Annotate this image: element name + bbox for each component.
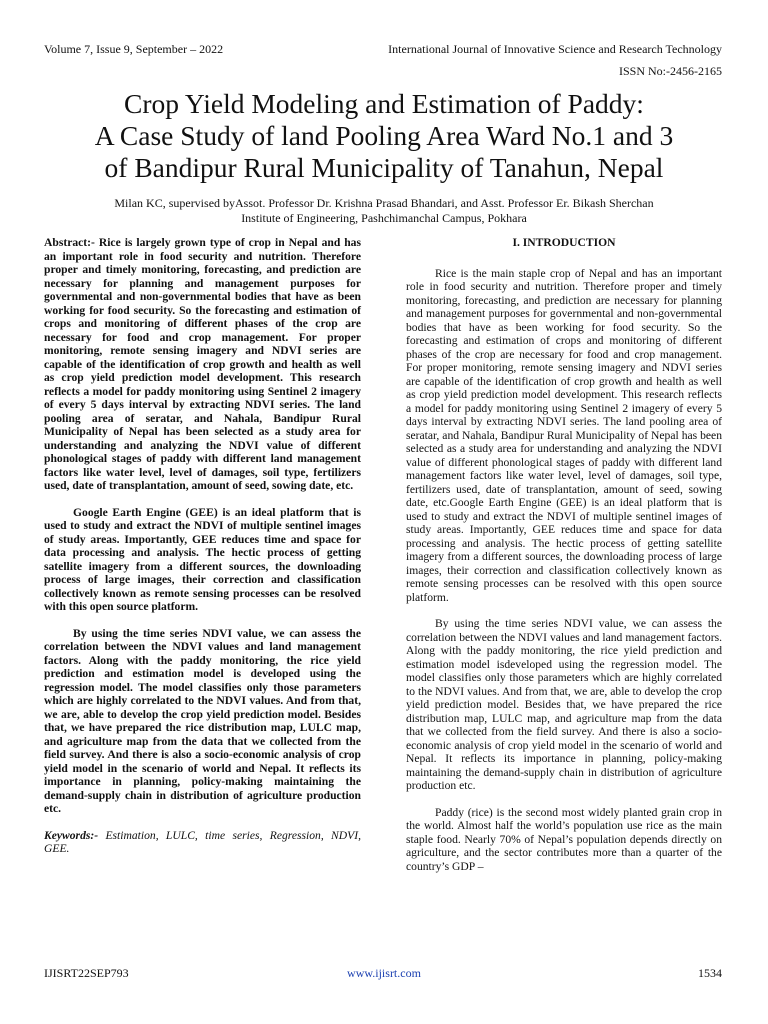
journal-name: International Journal of Innovative Science and Research Technology [388, 42, 722, 56]
abstract-paragraph: Google Earth Engine (GEE) is an ideal platform that is used to study and extract the NDVI of multiple sentinel images of study areas. Importantly, GEE reduces time and space for data processing and analysis. The hectic process of getting satellite imagery from a different sources, the downloading process of large images, their correction and classification collectively known as remote sensing processes can be resolved with this open source platform. [44, 505, 361, 613]
title-line-3: of Bandipur Rural Municipality of Tanahun, Nepal [104, 152, 664, 183]
intro-paragraph: Rice is the main staple crop of Nepal and has an important role in food security and nutrition. Therefore proper and timely monitoring, forecasting, and prediction are necessary for planning and management purposes for governmental and non-governmental bodies that have as been working for food security. So the forecasting and estimation of crops and monitoring of different phases of the crop are necessary for food and crop management. For proper monitoring, remote sensing imagery and NDVI series are capable of the identification of crop growth and health as well as crop yield prediction model development. This research reflects a model for paddy monitoring using Sentinel 2 imagery of every 5 days interval by extracting NDVI series. The land pooling area of seratar, and Nahala, Bandipur Rural Municipality of Nepal has been selected as a study area for understanding and analyzing the NDVI value of different phonological stages of paddy with different land management factors like water level, level of damages, soil type, fertilizers used, date of transplantation, amount of seed, sowing date, etc.Google Earth Engine (GEE) is an ideal platform that is used to study and extract the NDVI of multiple sentinel images of study areas. Importantly, GEE reduces time and space for data processing and analysis. The hectic process of getting satellite imagery from a different sources, the downloading process of large images, their correction and classification collectively known as remote sensing processes can be resolved with this open source platform. [406, 266, 722, 604]
keywords-label: Keywords:- [44, 828, 99, 842]
author-affiliation: Institute of Engineering, Pashchimanchal Campus, Pokhara [241, 211, 527, 225]
journal-website-link[interactable]: www.ijisrt.com [347, 966, 421, 980]
intro-paragraph: Paddy (rice) is the second most widely planted grain crop in the world. Almost half the world’s population use rice as the main staple food. Nearly 70% of Nepal’s population depends directly on agriculture, and the sector contributes more than a quarter of the country’s GDP – [406, 805, 722, 873]
abstract-column [44, 236, 361, 869]
author-names: Milan KC, supervised byAssot. Professor Dr. Krishna Prasad Bhandari, and Asst. Professor Er. Bikash Sherchan [114, 196, 654, 210]
abstract-paragraph: Abstract:- Rice is largely grown type of crop in Nepal and has an important role in food security and nutrition. Therefore proper and timely monitoring, forecasting, and prediction are necessary for planning and management purposes for governmental and non-governmental bodies that have as been working for food security. So the forecasting and estimation of crops and monitoring of different phases of the crop are necessary for food and crop management. For proper monitoring, remote sensing imagery and NDVI series are capable of the identification of crop growth and health as well as crop yield prediction model development. This research reflects a model for paddy monitoring using Sentinel 2 imagery of every 5 days interval by extracting NDVI series. The land pooling area of seratar, and Nahala, Bandipur Rural Municipality of Nepal has been selected as a study area for understanding and analyzing the NDVI value of different phonological stages of paddy with different land management factors like water level, level of damages, soil type, fertilizers used, date of transplantation, amount of seed, sowing date, etc. [44, 236, 361, 492]
section-heading: I. INTRODUCTION [512, 236, 616, 249]
author-block [30, 196, 738, 226]
keywords-text: Estimation, LULC, time series, Regression, NDVI, GEE. [44, 828, 362, 855]
abstract-paragraph: By using the time series NDVI value, we can assess the correlation between the NDVI values and land management factors. Along with the paddy monitoring, the rice yield prediction and estimation model is developed using the regression model. The model classifies only those parameters which are highly correlated to the NDVI values. And from that, we are, able to develop the crop yield prediction model. Besides that, we have prepared the rice distribution map, LULC map, and agriculture map from the data that we collected from the field survey. And there is also a socio-economic analysis of crop yield model in the scenario of world and Nepal. It reflects its importance in planning, policy-making maintaining the demand-supply chain in distribution of agriculture production etc. [44, 626, 361, 815]
issn: ISSN No:-2456-2165 [618, 64, 722, 78]
title-line-1: Crop Yield Modeling and Estimation of Paddy: [124, 88, 644, 119]
paper-title [30, 88, 738, 184]
introduction-column [406, 236, 722, 886]
paper-id: IJISRT22SEP793 [44, 966, 129, 980]
title-line-2: A Case Study of land Pooling Area Ward No.1 and 3 [94, 120, 674, 151]
intro-paragraph: By using the time series NDVI value, we can assess the correlation between the NDVI values and land management factors. Along with the paddy monitoring, the rice yield prediction and estimation model isdeveloped using the regression model. The model classifies only those parameters which are highly correlated to the NDVI values. And from that, we are, able to develop the crop yield prediction model. Besides that, we have prepared the rice distribution map, LULC map, and agriculture map from the data that we collected from the field survey. And there is also a socio-economic analysis of crop yield model in the scenario of world and Nepal. It reflects its importance in planning, policy-making maintaining the demand-supply chain in distribution of agriculture production etc. [406, 617, 722, 792]
keywords [44, 829, 361, 856]
volume-issue: Volume 7, Issue 9, September – 2022 [44, 42, 224, 56]
page-number: 1534 [698, 966, 722, 980]
